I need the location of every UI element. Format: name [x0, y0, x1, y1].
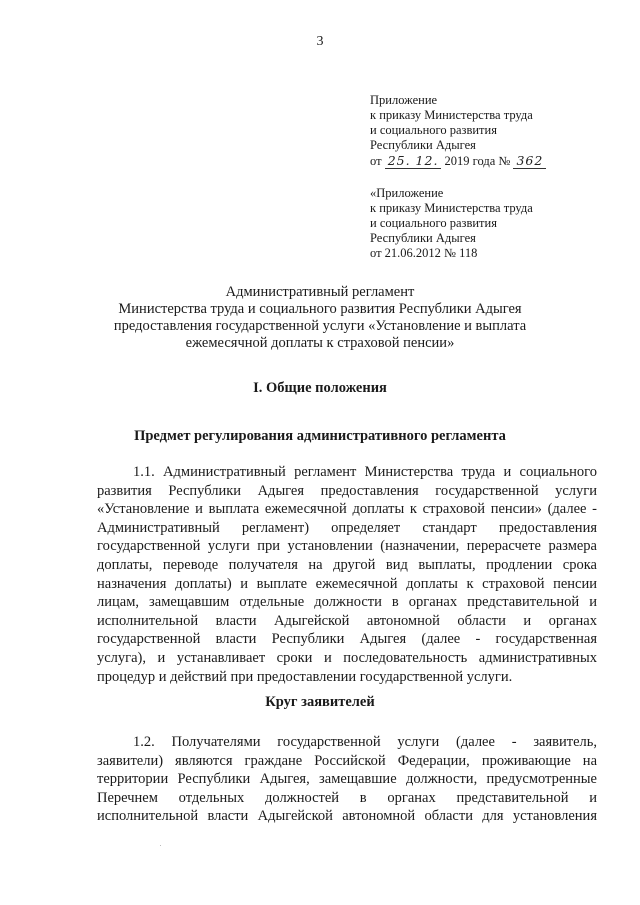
annex-line: от 21.06.2012 № 118 [370, 246, 478, 260]
annex-line: к приказу Министерства труда [370, 201, 533, 215]
annex-line: к приказу Министерства труда [370, 108, 533, 122]
paragraph-line: развития Республики Адыгея предоставления государственной услуги [97, 482, 597, 499]
paragraph-line: доплаты, переводе получателя на другой вид выплаты, продлении срока [97, 556, 597, 573]
annex-line: Приложение [370, 93, 438, 107]
document-title [60, 284, 580, 352]
section-heading: I. Общие положения [253, 380, 387, 396]
paragraph-line: 1.2. Получателями государственной услуги (далее - заявитель, [133, 734, 597, 750]
paragraph-line: исполнительной власти Адыгейской автономной области и органах [97, 612, 597, 629]
applicants-heading: Круг заявителей [265, 694, 375, 710]
paragraph-line: 1.1. Административный регламент Министерства труда и социального [133, 464, 597, 480]
paragraph-line: лицам, замещавшим отдельные должности в органах представительной и [97, 594, 597, 611]
subject-heading: Предмет регулирования административного регламента [134, 428, 506, 444]
paragraph-line: Перечнем отдельных должностей в органах представительной и [97, 789, 597, 806]
date-prefix: от [370, 154, 382, 168]
paragraph-1-1 [97, 463, 597, 686]
title-line: ежемесячной доплаты к страховой пенсии» [185, 335, 455, 351]
date-suffix: 2019 года № [444, 154, 511, 168]
handwritten-number: 362 [513, 153, 546, 169]
paragraph-line: услуга), и устанавливает сроки и последовательность административных [97, 649, 597, 666]
annex-line: и социального развития [370, 216, 497, 230]
paragraph-line: Административный регламент) определяет стандарт предоставления [97, 519, 597, 536]
title-line: Министерства труда и социального развития Республики Адыгея [118, 301, 522, 317]
annex-line: Республики Адыгея [370, 231, 476, 245]
paragraph-line: территории Республики Адыгея, замещавшие должности, предусмотренные [97, 771, 597, 788]
page-number: 3 [316, 34, 324, 49]
title-line: Административный регламент [225, 284, 415, 300]
title-line: предоставления государственной услуги «Установление и выплата [113, 318, 527, 334]
paragraph-1-2 [97, 733, 597, 826]
annex-line: и социального развития [370, 123, 497, 137]
paragraph-line: исполнительной власти Адыгейской автономной области для установления [97, 808, 597, 825]
annex-date-line [370, 153, 546, 169]
paragraph-line: назначения доплаты) и выплате ежемесячной доплаты к страховой пенсии [97, 575, 597, 592]
handwritten-date: 25. 12. [385, 153, 442, 169]
annex-original-order [370, 186, 533, 261]
paragraph-line: государственной услуги при установлении (назначении, перерасчете размера [97, 538, 597, 555]
paragraph-line: заявители) являются граждане Российской Федерации, проживающие на [97, 752, 597, 769]
annex-line: «Приложение [370, 186, 444, 200]
annex-line: Республики Адыгея [370, 138, 476, 152]
paragraph-line: государственной власти Республики Адыгея (далее - государственная [97, 631, 597, 648]
annex-current-order [370, 93, 546, 169]
paragraph-line: процедур и действий при предоставлении государственной услуги. [97, 668, 513, 685]
scan-speck [160, 845, 161, 846]
paragraph-line: «Установление и выплата ежемесячной доплаты к страховой пенсии» (далее - [97, 501, 597, 518]
